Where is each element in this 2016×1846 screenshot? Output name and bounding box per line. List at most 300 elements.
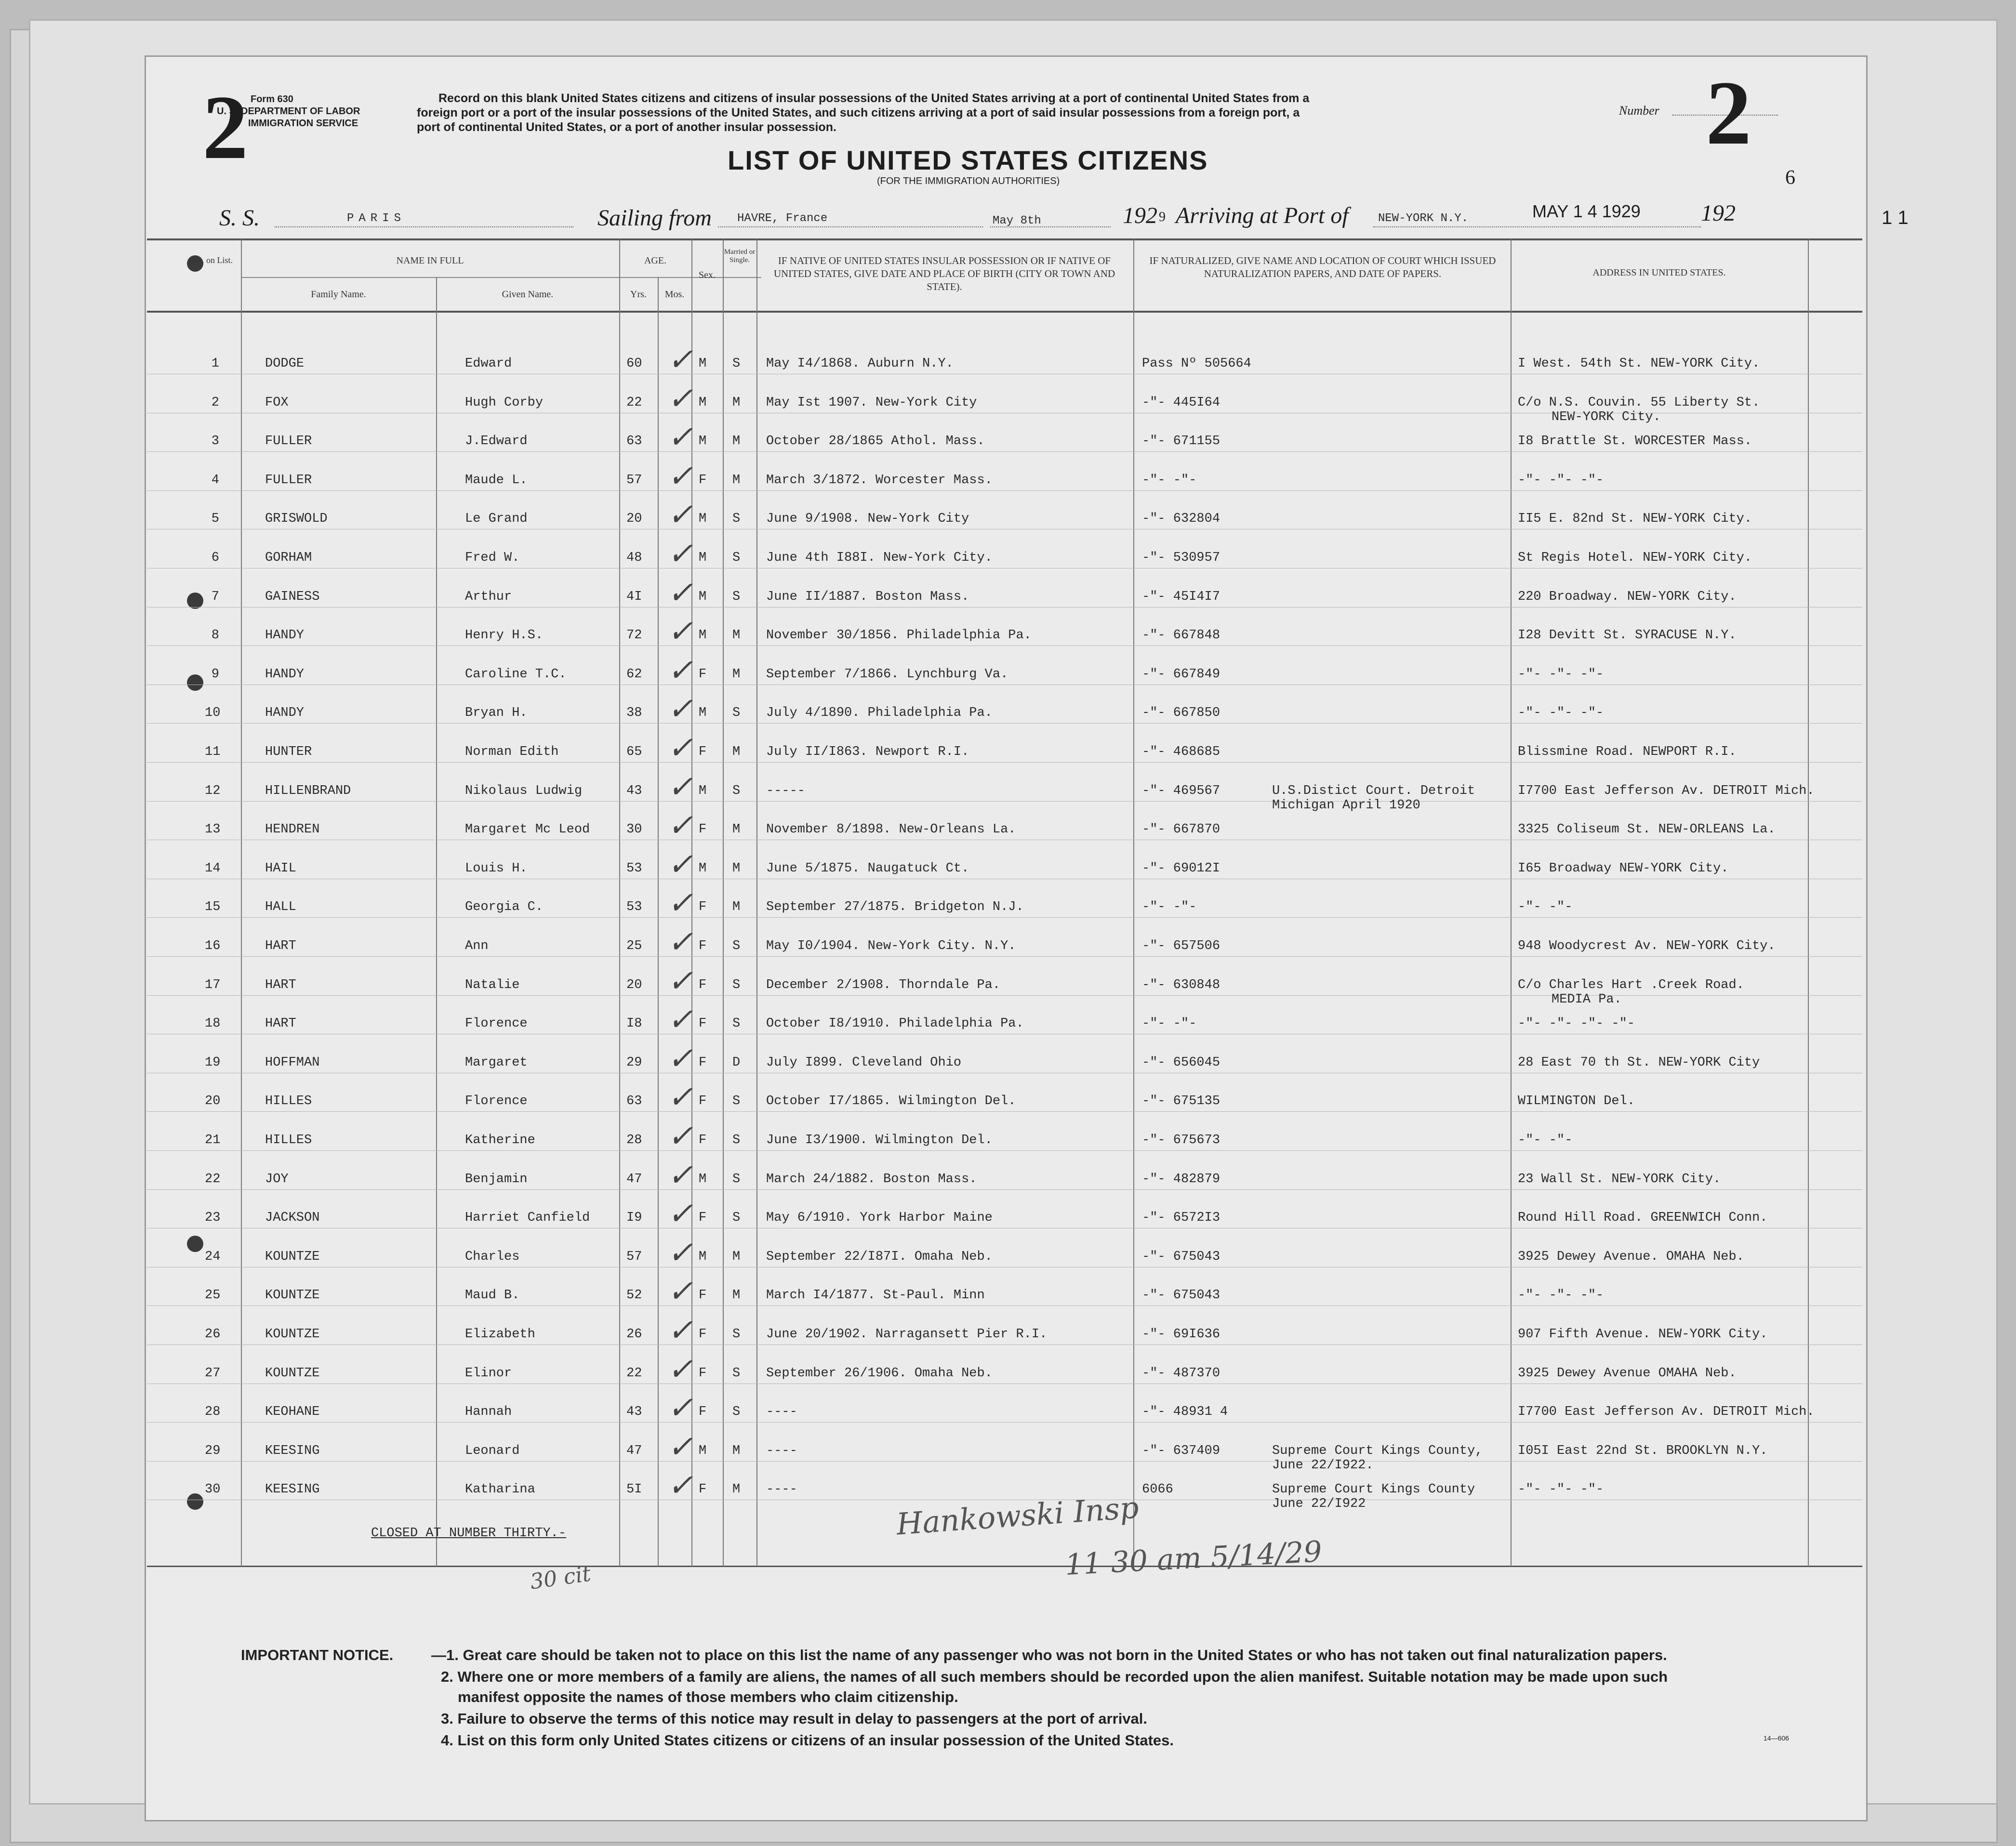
row-addr: -"- -"- -"- bbox=[1518, 1288, 1604, 1303]
row-birth: June 9/1908. New-York City bbox=[766, 512, 969, 527]
row-given: Arthur bbox=[465, 589, 512, 604]
row-birth: September 7/1866. Lynchburg Va. bbox=[766, 667, 1008, 682]
agency-line-2: IMMIGRATION SERVICE bbox=[248, 118, 358, 129]
row-birth: September 22/I87I. Omaha Neb. bbox=[766, 1249, 993, 1264]
row-birth: March 24/1882. Boston Mass. bbox=[766, 1172, 977, 1187]
row-yrs: 20 bbox=[626, 977, 642, 992]
row-family: HANDY bbox=[265, 628, 305, 643]
check-mark: ✓ bbox=[667, 1351, 693, 1387]
row-ms: M bbox=[732, 473, 741, 488]
row-sex: M bbox=[699, 356, 707, 371]
agency-line-1: U. S. DEPARTMENT OF LABOR bbox=[217, 106, 360, 117]
row-ms: M bbox=[732, 667, 741, 682]
col-rule bbox=[241, 239, 242, 1567]
row-addr: -"- -"- -"- -"- bbox=[1518, 1016, 1635, 1031]
row-family: FOX bbox=[265, 395, 289, 410]
check-mark: ✓ bbox=[667, 1041, 693, 1077]
header-name-in-full: NAME IN FULL bbox=[396, 255, 464, 266]
row-family: DODGE bbox=[265, 356, 305, 371]
row-address-line-2: MEDIA Pa. bbox=[1552, 992, 1622, 1007]
notice-item-1: —1. Great care should be taken not to place on this list the name of any passenger who was not born in the United States or who has not taken out final naturalization papers. bbox=[431, 1647, 1667, 1663]
row-addr: 23 Wall St. NEW-YORK City. bbox=[1518, 1172, 1721, 1187]
row-sex: M bbox=[699, 706, 707, 721]
row-no: 6 bbox=[211, 551, 219, 565]
row-no: 12 bbox=[205, 783, 221, 798]
row-rule bbox=[147, 801, 1862, 802]
row-nat: -"- 6572I3 bbox=[1142, 1211, 1220, 1226]
row-sex: M bbox=[699, 1443, 707, 1458]
row-addr: I West. 54th St. NEW-YORK City. bbox=[1518, 356, 1760, 371]
row-nat: 6066 bbox=[1142, 1482, 1173, 1497]
row-ms: S bbox=[732, 1327, 741, 1342]
inspection-time-date: 11 30 am 5/14/29 bbox=[1064, 1535, 1323, 1582]
row-ms: S bbox=[732, 1016, 741, 1031]
check-mark: ✓ bbox=[667, 652, 693, 688]
row-yrs: 25 bbox=[626, 939, 642, 953]
row-yrs: 47 bbox=[626, 1443, 642, 1458]
row-birth: March I4/1877. St-Paul. Minn bbox=[766, 1288, 985, 1303]
row-ms: S bbox=[732, 1133, 741, 1147]
row-court: Supreme Court Kings County, bbox=[1272, 1443, 1483, 1458]
row-addr: C/o Charles Hart .Creek Road. bbox=[1518, 977, 1744, 992]
row-yrs: 20 bbox=[626, 512, 642, 527]
row-addr: I7700 East Jefferson Av. DETROIT Mich. bbox=[1518, 1405, 1815, 1420]
row-given: Florence bbox=[465, 1094, 528, 1109]
row-given: Georgia C. bbox=[465, 900, 544, 915]
row-birth: October I7/1865. Wilmington Del. bbox=[766, 1094, 1016, 1109]
row-family: HART bbox=[265, 977, 296, 992]
row-sex: F bbox=[699, 1327, 707, 1342]
row-addr: I65 Broadway NEW-YORK City. bbox=[1518, 861, 1729, 876]
row-birth: September 27/1875. Bridgeton N.J. bbox=[766, 900, 1024, 915]
row-sex: M bbox=[699, 628, 707, 643]
big-number-left: 2 bbox=[202, 77, 248, 178]
row-yrs: 60 bbox=[626, 356, 642, 371]
row-no: 30 bbox=[205, 1482, 221, 1497]
row-addr: -"- -"- bbox=[1518, 1133, 1573, 1147]
row-birth: September 26/1906. Omaha Neb. bbox=[766, 1366, 993, 1381]
notice-item-4: 4. List on this form only United States citizens or citizens of an insular possession of the United States. bbox=[441, 1732, 1174, 1749]
row-given: Nikolaus Ludwig bbox=[465, 783, 583, 798]
check-mark: ✓ bbox=[667, 420, 693, 456]
row-given: Hannah bbox=[465, 1405, 512, 1420]
form-number: Form 630 bbox=[251, 94, 293, 105]
row-no: 20 bbox=[205, 1094, 221, 1109]
col-rule bbox=[723, 239, 724, 1567]
row-nat: -"- 656045 bbox=[1142, 1055, 1220, 1070]
manifest-sheet bbox=[145, 55, 1868, 1821]
row-court-line-2: June 22/I922 bbox=[1272, 1497, 1366, 1512]
year-suffix: 9 bbox=[1159, 210, 1166, 224]
row-nat: -"- 69I636 bbox=[1142, 1327, 1220, 1342]
row-sex: M bbox=[699, 395, 707, 410]
row-yrs: 47 bbox=[626, 1172, 642, 1187]
row-family: FULLER bbox=[265, 434, 312, 449]
row-address-line-2: NEW-YORK City. bbox=[1552, 409, 1661, 424]
row-given: Charles bbox=[465, 1249, 520, 1264]
row-ms: M bbox=[732, 1249, 741, 1264]
header-bottom-rule bbox=[147, 311, 1862, 313]
row-addr: 3325 Coliseum St. NEW-ORLEANS La. bbox=[1518, 822, 1776, 837]
row-addr: C/o N.S. Couvin. 55 Liberty St. bbox=[1518, 395, 1760, 410]
row-birth: ---- bbox=[766, 1405, 797, 1420]
row-rule bbox=[147, 1189, 1862, 1190]
header-mos: Mos. bbox=[664, 289, 685, 300]
row-yrs: 57 bbox=[626, 1249, 642, 1264]
row-yrs: 57 bbox=[626, 473, 642, 488]
row-birth: June 5/1875. Naugatuck Ct. bbox=[766, 861, 969, 876]
row-ms: S bbox=[732, 551, 741, 565]
row-birth: June 4th I88I. New-York City. bbox=[766, 551, 993, 565]
sailing-date: May 8th bbox=[993, 214, 1041, 227]
row-nat: -"- 667850 bbox=[1142, 706, 1220, 721]
row-ms: S bbox=[732, 706, 741, 721]
row-given: Caroline T.C. bbox=[465, 667, 567, 682]
row-ms: S bbox=[732, 977, 741, 992]
row-yrs: I8 bbox=[626, 1016, 642, 1031]
row-ms: S bbox=[732, 1094, 741, 1109]
row-sex: F bbox=[699, 667, 707, 682]
row-sex: M bbox=[699, 512, 707, 527]
row-family: KOUNTZE bbox=[265, 1366, 320, 1381]
list-title: LIST OF UNITED STATES CITIZENS bbox=[728, 145, 1208, 175]
row-rule bbox=[147, 762, 1862, 763]
sailing-label: Sailing from bbox=[597, 205, 712, 231]
row-ms: S bbox=[732, 356, 741, 371]
row-no: 11 bbox=[205, 745, 221, 759]
arrival-rule bbox=[1373, 226, 1701, 227]
row-given: Norman Edith bbox=[465, 745, 559, 759]
row-family: GAINESS bbox=[265, 589, 320, 604]
col-rule bbox=[1808, 239, 1809, 1567]
row-no: 24 bbox=[205, 1249, 221, 1264]
row-no: 13 bbox=[205, 822, 221, 837]
sailing-rule bbox=[718, 226, 983, 227]
row-family: HILLENBRAND bbox=[265, 783, 351, 798]
row-rule bbox=[147, 723, 1862, 724]
row-nat: -"- 487370 bbox=[1142, 1366, 1220, 1381]
row-family: GRISWOLD bbox=[265, 512, 328, 527]
row-given: Ann bbox=[465, 939, 489, 953]
row-addr: II5 E. 82nd St. NEW-YORK City. bbox=[1518, 512, 1752, 527]
row-sex: F bbox=[699, 1366, 707, 1381]
row-ms: S bbox=[732, 1172, 741, 1187]
check-mark: ✓ bbox=[667, 730, 693, 766]
row-family: HOFFMAN bbox=[265, 1055, 320, 1070]
row-no: 27 bbox=[205, 1366, 221, 1381]
row-rule bbox=[147, 490, 1862, 491]
row-no: 2 bbox=[211, 395, 219, 410]
row-birth: ---- bbox=[766, 1482, 797, 1497]
row-yrs: I9 bbox=[626, 1211, 642, 1226]
row-sex: M bbox=[699, 861, 707, 876]
row-sex: M bbox=[699, 1172, 707, 1187]
row-addr: -"- -"- -"- bbox=[1518, 667, 1604, 682]
row-given: Harriet Canfield bbox=[465, 1211, 590, 1226]
row-ms: S bbox=[732, 939, 741, 953]
row-ms: M bbox=[732, 1482, 741, 1497]
right-margin-mark: 1 1 bbox=[1882, 207, 1909, 228]
check-mark: ✓ bbox=[667, 342, 693, 378]
row-sex: M bbox=[699, 589, 707, 604]
row-given: Benjamin bbox=[465, 1172, 528, 1187]
row-ms: S bbox=[732, 1405, 741, 1420]
row-family: GORHAM bbox=[265, 551, 312, 565]
row-family: FULLER bbox=[265, 473, 312, 488]
row-yrs: 62 bbox=[626, 667, 642, 682]
row-yrs: 53 bbox=[626, 900, 642, 915]
check-mark: ✓ bbox=[667, 381, 693, 417]
row-given: Fred W. bbox=[465, 551, 520, 565]
row-nat: -"- 69012I bbox=[1142, 861, 1220, 876]
row-nat: -"- 667870 bbox=[1142, 822, 1220, 837]
row-court-line-2: June 22/I922. bbox=[1272, 1458, 1374, 1473]
row-birth: October I8/1910. Philadelphia Pa. bbox=[766, 1016, 1024, 1031]
row-given: Le Grand bbox=[465, 512, 528, 527]
row-addr: Round Hill Road. GREENWICH Conn. bbox=[1518, 1211, 1768, 1226]
row-ms: M bbox=[732, 1443, 741, 1458]
row-rule bbox=[147, 917, 1862, 918]
row-sex: F bbox=[699, 1405, 707, 1420]
row-nat: -"- 637409 bbox=[1142, 1443, 1220, 1458]
row-sex: M bbox=[699, 1249, 707, 1264]
row-nat: -"- 45I4I7 bbox=[1142, 589, 1220, 604]
row-sex: F bbox=[699, 473, 707, 488]
row-ms: M bbox=[732, 395, 741, 410]
row-yrs: 30 bbox=[626, 822, 642, 837]
row-family: JOY bbox=[265, 1172, 289, 1187]
corner-mark: 6 bbox=[1785, 167, 1795, 189]
row-rule bbox=[147, 1461, 1862, 1462]
row-no: 14 bbox=[205, 861, 221, 876]
row-yrs: 48 bbox=[626, 551, 642, 565]
row-birth: March 3/1872. Worcester Mass. bbox=[766, 473, 993, 488]
row-rule bbox=[147, 956, 1862, 957]
row-nat: -"- 671155 bbox=[1142, 434, 1220, 449]
row-yrs: 65 bbox=[626, 745, 642, 759]
row-no: 9 bbox=[211, 667, 219, 682]
row-sex: M bbox=[699, 551, 707, 565]
row-sex: F bbox=[699, 977, 707, 992]
row-addr: I7700 East Jefferson Av. DETROIT Mich. bbox=[1518, 783, 1815, 798]
row-given: Margaret bbox=[465, 1055, 528, 1070]
ss-label: S. S. bbox=[219, 205, 260, 231]
check-mark: ✓ bbox=[667, 691, 693, 727]
row-rule bbox=[147, 1422, 1862, 1423]
check-mark: ✓ bbox=[667, 1274, 693, 1310]
arrival-port: NEW-YORK N.Y. bbox=[1378, 212, 1469, 225]
row-ms: S bbox=[732, 1366, 741, 1381]
row-rule bbox=[147, 1305, 1862, 1306]
row-birth: July I899. Cleveland Ohio bbox=[766, 1055, 962, 1070]
row-ms: S bbox=[732, 783, 741, 798]
row-nat: -"- -"- bbox=[1142, 1016, 1197, 1031]
header-yrs: Yrs. bbox=[630, 289, 647, 300]
intro-line-2: foreign port or a port of the insular possessions of the United States, and such citizens arriving at a port of said insular possessions from a foreign port, a bbox=[417, 106, 1300, 119]
row-nat: -"- -"- bbox=[1142, 473, 1197, 488]
row-given: Natalie bbox=[465, 977, 520, 992]
notice-item-3: 3. Failure to observe the terms of this notice may result in delay to passengers at the port of arrival. bbox=[441, 1710, 1148, 1727]
row-nat: -"- 630848 bbox=[1142, 977, 1220, 992]
row-sex: F bbox=[699, 1482, 707, 1497]
row-sex: F bbox=[699, 1288, 707, 1303]
row-yrs: 72 bbox=[626, 628, 642, 643]
check-mark: ✓ bbox=[667, 1390, 693, 1426]
row-rule bbox=[147, 451, 1862, 452]
row-no: 15 bbox=[205, 900, 221, 915]
row-family: HART bbox=[265, 939, 296, 953]
row-birth: November 30/1856. Philadelphia Pa. bbox=[766, 628, 1032, 643]
arrival-year: 192 bbox=[1701, 200, 1736, 226]
row-nat: -"- 675043 bbox=[1142, 1288, 1220, 1303]
check-mark: ✓ bbox=[667, 846, 693, 883]
row-addr: I05I East 22nd St. BROOKLYN N.Y. bbox=[1518, 1443, 1768, 1458]
check-mark: ✓ bbox=[667, 1157, 693, 1193]
col-rule bbox=[1511, 239, 1512, 1567]
row-given: Margaret Mc Leod bbox=[465, 822, 590, 837]
row-family: HANDY bbox=[265, 667, 305, 682]
row-yrs: 52 bbox=[626, 1288, 642, 1303]
row-sex: F bbox=[699, 1016, 707, 1031]
row-given: Elizabeth bbox=[465, 1327, 535, 1342]
row-given: Louis H. bbox=[465, 861, 528, 876]
row-no: 16 bbox=[205, 939, 221, 953]
row-given: Henry H.S. bbox=[465, 628, 544, 643]
intro-line-3: port of continental United States, or a port of another insular possession. bbox=[417, 120, 836, 134]
row-sex: F bbox=[699, 745, 707, 759]
row-given: Florence bbox=[465, 1016, 528, 1031]
header-mid-rule bbox=[241, 277, 761, 278]
row-nat: Pass Nº 505664 bbox=[1142, 356, 1251, 371]
col-rule bbox=[658, 277, 659, 1567]
list-subtitle: (FOR THE IMMIGRATION AUTHORITIES) bbox=[877, 176, 1060, 186]
row-yrs: 53 bbox=[626, 861, 642, 876]
row-court: Supreme Court Kings County bbox=[1272, 1482, 1475, 1497]
row-yrs: 63 bbox=[626, 1094, 642, 1109]
check-mark: ✓ bbox=[667, 1196, 693, 1232]
row-nat: -"- 675043 bbox=[1142, 1249, 1220, 1264]
row-rule bbox=[147, 1150, 1862, 1151]
row-sex: F bbox=[699, 1211, 707, 1226]
header-married-single: Married or Single. bbox=[724, 248, 756, 264]
check-mark: ✓ bbox=[667, 614, 693, 650]
row-ms: S bbox=[732, 1211, 741, 1226]
row-addr: -"- -"- -"- bbox=[1518, 1482, 1604, 1497]
row-sex: F bbox=[699, 939, 707, 953]
closing-line: CLOSED AT NUMBER THIRTY.- bbox=[371, 1526, 567, 1541]
row-given: Hugh Corby bbox=[465, 395, 544, 410]
check-mark: ✓ bbox=[667, 1313, 693, 1348]
number-label: Number bbox=[1619, 104, 1659, 118]
row-addr: 28 East 70 th St. NEW-YORK City bbox=[1518, 1055, 1760, 1070]
row-yrs: 43 bbox=[626, 1405, 642, 1420]
row-addr: 3925 Dewey Avenue. OMAHA Neb. bbox=[1518, 1249, 1744, 1264]
row-birth: October 28/1865 Athol. Mass. bbox=[766, 434, 985, 449]
row-addr: WILMINGTON Del. bbox=[1518, 1094, 1635, 1109]
row-given: Edward bbox=[465, 356, 512, 371]
row-given: Bryan H. bbox=[465, 706, 528, 721]
row-no: 8 bbox=[211, 628, 219, 643]
row-family: HILLES bbox=[265, 1133, 312, 1147]
check-mark: ✓ bbox=[667, 497, 693, 533]
check-mark: ✓ bbox=[667, 1468, 693, 1504]
row-ms: M bbox=[732, 434, 741, 449]
row-given: Maud B. bbox=[465, 1288, 520, 1303]
row-yrs: 28 bbox=[626, 1133, 642, 1147]
row-given: Katharina bbox=[465, 1482, 535, 1497]
row-birth: November 8/1898. New-Orleans La. bbox=[766, 822, 1016, 837]
header-no: No. on List. bbox=[191, 255, 233, 265]
punch-hole bbox=[187, 1236, 203, 1252]
row-addr: St Regis Hotel. NEW-YORK City. bbox=[1518, 551, 1752, 565]
big-number-right: 2 bbox=[1706, 63, 1751, 164]
header-address: ADDRESS IN UNITED STATES. bbox=[1592, 267, 1726, 278]
row-addr: Blissmine Road. NEWPORT R.I. bbox=[1518, 745, 1737, 759]
col-rule bbox=[619, 239, 620, 1567]
row-birth: May I4/1868. Auburn N.Y. bbox=[766, 356, 954, 371]
row-nat: -"- 675135 bbox=[1142, 1094, 1220, 1109]
row-birth: December 2/1908. Thorndale Pa. bbox=[766, 977, 1001, 992]
check-mark: ✓ bbox=[667, 575, 693, 611]
form-code: 14—606 bbox=[1764, 1734, 1789, 1742]
intro-line-1: Record on this blank United States citizens and citizens of insular possessions of the United States arriving at a port of continental United States from a bbox=[438, 92, 1310, 105]
check-mark: ✓ bbox=[667, 1235, 693, 1271]
row-addr: 3925 Dewey Avenue OMAHA Neb. bbox=[1518, 1366, 1737, 1381]
check-mark: ✓ bbox=[667, 536, 693, 572]
row-court: U.S.Distict Court. Detroit bbox=[1272, 783, 1475, 798]
row-sex: F bbox=[699, 900, 707, 915]
check-mark: ✓ bbox=[667, 1080, 693, 1116]
header-naturalized: IF NATURALIZED, GIVE NAME AND LOCATION OF COURT WHICH ISSUED NATURALIZATION PAPERS, AND DATE OF PAPERS. bbox=[1149, 255, 1496, 279]
row-birth: ----- bbox=[766, 783, 806, 798]
check-mark: ✓ bbox=[667, 1429, 693, 1465]
row-given: Elinor bbox=[465, 1366, 512, 1381]
row-no: 22 bbox=[205, 1172, 221, 1187]
row-addr: I8 Brattle St. WORCESTER Mass. bbox=[1518, 434, 1752, 449]
row-nat: -"- 445I64 bbox=[1142, 395, 1220, 410]
check-mark: ✓ bbox=[667, 458, 693, 494]
row-family: JACKSON bbox=[265, 1211, 320, 1226]
row-yrs: 43 bbox=[626, 783, 642, 798]
row-ms: M bbox=[732, 900, 741, 915]
row-family: KOUNTZE bbox=[265, 1327, 320, 1342]
table-bottom-rule bbox=[147, 1566, 1862, 1567]
row-addr: -"- -"- -"- bbox=[1518, 473, 1604, 488]
row-nat: -"- 667849 bbox=[1142, 667, 1220, 682]
row-family: HAIL bbox=[265, 861, 296, 876]
row-family: HANDY bbox=[265, 706, 305, 721]
row-nat: -"- 48931 4 bbox=[1142, 1405, 1228, 1420]
ship-rule bbox=[275, 226, 573, 227]
row-yrs: 22 bbox=[626, 1366, 642, 1381]
punch-hole bbox=[187, 674, 203, 691]
arriving-label: Arriving at Port of bbox=[1176, 203, 1349, 228]
row-family: KEESING bbox=[265, 1443, 320, 1458]
col-rule bbox=[436, 277, 437, 1567]
header-family-name: Family Name. bbox=[311, 289, 366, 300]
row-given: J.Edward bbox=[465, 434, 528, 449]
row-no: 19 bbox=[205, 1055, 221, 1070]
row-sex: F bbox=[699, 1055, 707, 1070]
row-no: 1 bbox=[211, 356, 219, 371]
table-top-rule bbox=[147, 238, 1862, 240]
row-ms: D bbox=[732, 1055, 741, 1070]
row-yrs: 38 bbox=[626, 706, 642, 721]
row-ms: M bbox=[732, 822, 741, 837]
check-mark: ✓ bbox=[667, 808, 693, 844]
row-family: HALL bbox=[265, 900, 296, 915]
row-birth: May I0/1904. New-York City. N.Y. bbox=[766, 939, 1016, 953]
